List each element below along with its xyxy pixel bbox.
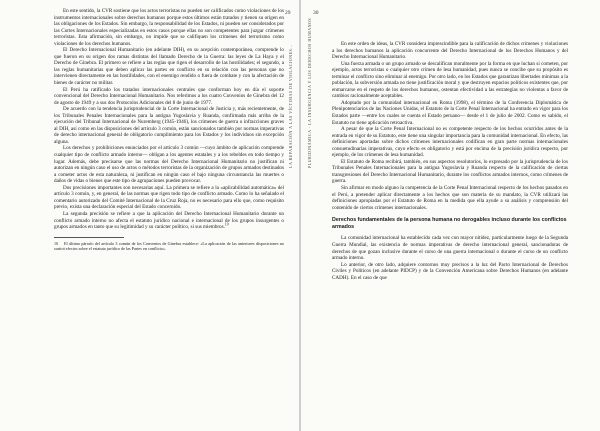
footnote-text: El último párrafo del artículo 3 común de los Convenios de Ginebra establece: «La aplicación de las anteriores disposiciones no surtirá efectos sobre el estatuto jurídico de las Partes en conflicto». — [54, 240, 284, 251]
paragraph: Los derechos y prohibiciones enunciados por el artículo 3 común —cuyo ámbito de aplicación comprende cualquier tipo de conflicto armado interno— obligan a los agentes estatales y a los rebeldes en todo tiempo y lugar. Además, debe precisarse que las normas del Derecho Internacional Humanitario no justifican ni autorizan en ningún caso el uso de actos o métodos terroristas de la organización de grupos armados destinados a cometer actos de esta naturaleza, ni justifican en ningún caso el bajo ninguna circunstancia las muertes o daños de vidas o bienes que este tipo de agrupaciones pueden provocar. — [54, 145, 284, 185]
paragraph: En este sentido, la CVR sostiene que los actos terroristas no pueden ser calificados como violaciones de los instrumentos internacionales sobre derechos humanos porque estos últimos están tratados y tienen su origen en las obligaciones de los Estados. Sin embargo, la responsabilidad de los Estados, ni pueden ser considerados por las Cortes Internacionales especializadas en estos casos porque ellas no son competentes para juzgar crímenes terroristas. Esta afirmación, sin embargo, no impide que se califiquen los crímenes del terrorismo como violaciones de los derechos humanos. — [54, 8, 284, 47]
paragraph: El Estatuto de Roma recibirá, también, en sus aspectos resolutorios, lo expresado por la jurisprudencia de los Tribunales Penales Internacionales para la antigua Yugoslavia y Ruanda respecto de la calificación de ciertas transgresiones del Derecho Internacional Humanitario, durante los conflictos armados internos, como crímenes de guerra. — [332, 158, 568, 185]
paragraph: Lo anterior, de otro lado, adquiere contornos muy precisos a la luz del Pacto Internacional de Derechos Civiles y Políticos (en adelante PIDCP) y de la Convención Americana sobre Derechos Humanos (en adelante CADH). En el caso de que — [332, 261, 568, 281]
footnote — [54, 241, 284, 251]
footnote-number: 10 — [54, 240, 58, 246]
paragraph-text: La segunda precisión se refiere a que la aplicación del Derecho Internacional Humanitario durante un conflicto armado interno no afecta el estatuto jurídico nacional e internacional de los grupos insurgentes o grupos armados en tanto que su legitimidad y su carácter político, si sus miembros. — [54, 210, 284, 231]
paragraph: El Derecho Internacional Humanitario (en adelante DIH), en su acepción contemporánea, comprende lo que fueron en su origen dos ramas distintas del llamado Derecho de la Guerra: las leyes de La Haya y el Derecho de Ginebra. El primero se refiere a las reglas que rigen el desarrollo de las hostilidades; el segundo, a las reglas humanitarias que deben aplicar las partes en conflicto en su relación con las personas que no intervienen directamente en las hostilidades, con el enemigo rendido o fuera de combate y con la afectación de bienes de carácter no militar. — [54, 47, 284, 87]
paragraph: En este orden de ideas, la CVR considera imprescindible para la calificación de dichos crímenes y violaciones a los derechos humanos la aplicación concurrente del Derecho Internacional de los Derechos Humanos y del Derecho Internacional Humanitario. — [332, 41, 568, 61]
page-number: 30 — [313, 10, 319, 16]
paragraph: Adoptado por la comunidad internacional en Roma (1998), el término de la Conferencia Diplomática de Plenipotenciarios de las Naciones Unidas, el Estatuto de la Corte Penal Internacional ha entrado en vigor para los Estados parte —entre los cuales se cuenta el Estado peruano— desde el 1 de julio de 2002. Como es sabido, el Estatuto no tiene aplicación retroactiva. — [332, 99, 568, 126]
paragraph: El Perú ha ratificado los tratados internacionales centrales que conforman hoy en día el soporte convencional del Derecho Internacional Humanitario. Nos referimos a los cuatro Convenios de Ginebra del 12 de agosto de 1949 y a sus dos Protocolos Adicionales del 8 de junio de 1977. — [54, 86, 284, 106]
paragraph: A pesar de que la Corte Penal Internacional no es competente respecto de los hechos ocurridos antes de la entrada en vigor de su Estatuto, este tiene una singular importancia para la comunidad internacional. En efecto, las definiciones aportadas sobre dichos crímenes internacionales codifican en gran parte normas internacionales consuetudinarias imperativas, cuyo efecto es obligatorio y está por encima de la precisión jurídica respecto, por ejemplo, de los crímenes de lesa humanidad. — [332, 126, 568, 159]
paragraph: Una fuerza armada o un grupo armado se descalifican moralmente por la forma en que luchan si cometen, por ejemplo, actos terroristas o cualquier otro crimen de lesa humanidad, pues nunca se concibe que su propósito es terminar el conflicto sino eliminar al enemigo. Por otro lado, en los Estados que garantizan libertades mínimas a la población, la subversión armada no tiene justificación moral y que destruyen espacios políticos existentes que, por enmarcarse en el respeto de los derechos humanos, ostentan efectividad a las estrategias no violentas a favor de cambios racionalmente aceptables. — [332, 60, 568, 100]
footnote-rule — [54, 237, 124, 238]
footnote-mark: 10 — [224, 222, 229, 227]
paragraph: Sin afirmar en modo alguno la competencia de la Corte Penal Internacional respecto de los hechos pasados en el Perú, a pretender aplicar directamente a los hechos que son materia de su mandato, la CVR utilizará las definiciones apropiadas por el Estatuto de Roma en la medida que ella ayude a su análisis y comprensión del contenido de ciertos crímenes internacionales. — [332, 185, 568, 211]
right-page — [301, 0, 600, 431]
section-heading: Derechos fundamentales de la persona humana no derogables incluso durante los conflictos armados — [332, 217, 567, 230]
paragraph: Dos precisiones importantes son necesarias aquí. La primera se refiere a la «aplicabilidad automática» del artículo 3 común, y, en general, de las normas que rigen todo tipo de conflicto armado. Como lo ha señalado el comentario autorizado del Comité Internacional de la Cruz Roja, no es necesario para ello que, como requisito previo, exista una declaración especial del Estado concernido. — [54, 184, 284, 211]
running-head: PLURIDINÁMICA · LA INSURGENCIA Y LOS DERECHOS HUMANOS — [307, 18, 312, 168]
left-page-body — [54, 8, 284, 251]
left-page — [0, 0, 299, 431]
paragraph: La comunidad internacional ha establecido cada vez con mayor nitidez, particularmente luego de la Segunda Guerra Mundial, las existencia de normas imperativas de derecho internacional general, sancionadoras de derechos de que gozan inclusive durante el curso de una guerra internacional o durante el curso de un conflicto armado interno. — [332, 235, 568, 262]
page-number: 29 — [285, 10, 291, 16]
running-head: LA REPARACIÓN A LAS VÍCTIMAS DE VIOLACIONES... — [288, 44, 293, 168]
paragraph: De acuerdo con la tendencia jurisprudencial de la Corte Internacional de Justicia y, más recientemente, de los Tribunales Penales Internacionales para la antigua Yugoslavia y Ruanda, confirmada más arriba de la ejecución del Tribunal Internacional de Nuremberg (1945-1946), los crímenes de guerra o infracciones graves al DIH, así como en las disposiciones del artículo 3 común, están sancionados también por normas imperativas de derecho internacional general de obligatorio cumplimiento para los Estados y los individuos sin excepción alguna. — [54, 106, 284, 145]
right-page-body — [332, 41, 568, 281]
paragraph — [54, 211, 284, 231]
